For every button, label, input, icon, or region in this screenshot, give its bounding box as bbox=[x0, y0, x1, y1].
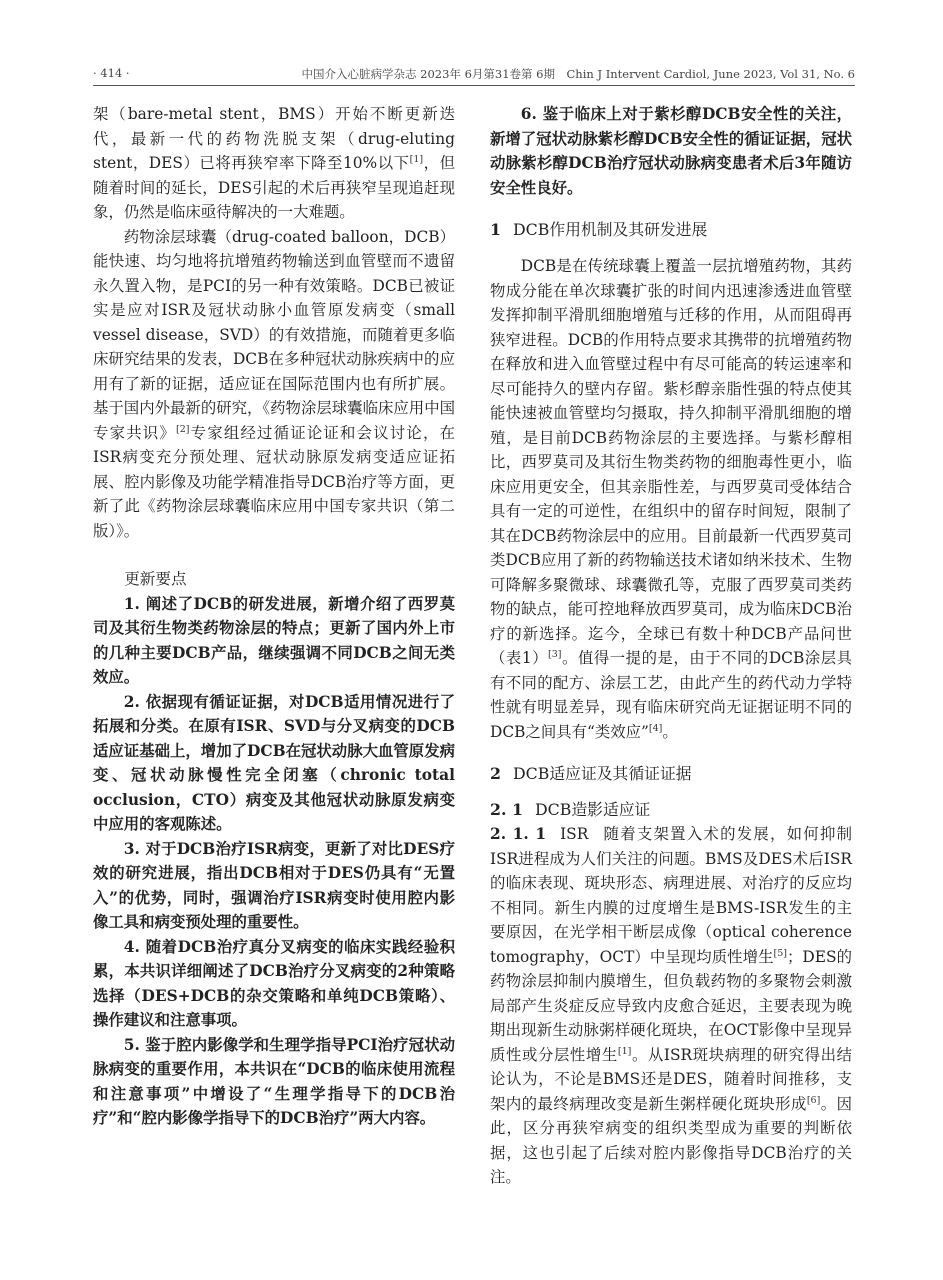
text-run: ；DES的药物涂层抑制内膜增生，但负载药物的多聚物会刺激局部产生炎症反应导致内皮愈合延迟，主要表现为晚期出现新生动脉粥样硬化斑块，在OCT影像中呈现异质性或分层性增生 bbox=[490, 947, 852, 1064]
citation-ref: [3] bbox=[548, 649, 562, 660]
spacer bbox=[490, 200, 852, 218]
subsection-title: ISR bbox=[560, 825, 589, 843]
update-points-heading: 更新要点 bbox=[124, 570, 187, 588]
update-point-1: 1. 阐述了DCB的研发进展，新增介绍了西罗莫司及其衍生物类药物涂层的特点；更新了国内外上市的几种主要DCB产品，继续强调不同DCB之间无类效应。 bbox=[93, 594, 455, 686]
text-run: 随着支架置入术的发展，如何抑制ISR进程成为人们关注的问题。BMS及DES术后ISR的临床表现、斑块形态、病理进展、对治疗的反应均不相同。新生内膜的过度增生是BMS-ISR发生的主要原因，在光学相干断层成像（optical coherence tomography，OCT）中呈现均质性增生 bbox=[490, 825, 852, 966]
text-run: 架（bare-metal stent，BMS）开始不断更新迭代，最新一代的药物洗脱支架（drug-eluting stent，DES）已将再狭窄率下降至10%以下 bbox=[93, 105, 455, 172]
page-number: · 414 · bbox=[93, 66, 130, 80]
spacer bbox=[490, 744, 852, 762]
dcb-intro-paragraph bbox=[93, 225, 455, 544]
update-point-5: 5. 鉴于腔内影像学和生理学指导PCI治疗冠状动脉病变的重要作用，本共识在“DCB的临床使用流程和注意事项”中增设了“生理学指导下的DCB治疗”和“腔内影像学指导下的DCB治疗”两大内容。 bbox=[93, 1035, 455, 1127]
subsection-number: 2. 1. 1 bbox=[490, 825, 547, 843]
citation-ref: [1] bbox=[409, 154, 424, 165]
text-run: 。从ISR斑块病理的研究得出结论认为，不论是BMS还是DES，随着时间推移，支架内的最终病理改变是新生粥样硬化斑块形成 bbox=[490, 1045, 852, 1113]
section-title: DCB适应证及其循证证据 bbox=[513, 764, 692, 783]
section-number: 2 bbox=[490, 764, 501, 783]
section-2-heading bbox=[490, 762, 852, 786]
text-run: ，但随着时间的延长，DES引起的术后再狭窄呈现追赶现象，仍然是临床亟待解决的一大难题。 bbox=[93, 154, 455, 221]
spacer bbox=[93, 543, 455, 567]
intro-paragraph-continued bbox=[93, 102, 455, 225]
citation-ref: [1] bbox=[617, 1045, 632, 1057]
spacer bbox=[490, 242, 852, 254]
citation-ref: [5] bbox=[773, 947, 788, 959]
update-point-3: 3. 对于DCB治疗ISR病变，更新了对比DES疗效的研究进展，指出DCB相对于DES仍具有“无置入”的优势，同时，强调治疗ISR病变时使用腔内影像工具和病变预处理的重要性。 bbox=[93, 839, 455, 931]
text-run: 药物涂层球囊（drug-coated balloon，DCB）能快速、均匀地将抗增殖药物输送到血管壁而不遗留永久置入物，是PCI的另一种有效策略。DCB已被证实是应对ISR及冠状动脉小血管原发病变（small vessel disease，SVD）的有效措施，而随着更多临床研究结果的发表，DCB在多种冠状动脉疾病中的应用有了新的证据，适应证在国际范围内也有所扩展。基于国内外最新的研究，《药物涂层球囊临床应用中国专家共识》 bbox=[93, 227, 455, 442]
spacer bbox=[490, 786, 852, 798]
header-rule bbox=[93, 85, 855, 86]
update-point-6: 6. 鉴于临床上对于紫杉醇DCB安全性的关注，新增了冠状动脉紫杉醇DCB安全性的循证证据，冠状动脉紫杉醇DCB治疗冠状动脉病变患者术后3年随访安全性良好。 bbox=[490, 105, 852, 197]
left-column bbox=[93, 102, 455, 1131]
right-column bbox=[490, 102, 852, 1190]
section-1-body bbox=[490, 254, 852, 744]
journal-citation: 中国介入心脏病学杂志 2023年 6月第31卷第 6期 Chin J Intervent Cardiol, June 2023, Vol 31, No. 6 bbox=[301, 67, 855, 81]
text-run: DCB是在传统球囊上覆盖一层抗增殖药物，其药物成分能在单次球囊扩张的时间内迅速渗透进血管壁发挥抑制平滑肌细胞增殖与迁移的作用，从而阻碍再狭窄进程。DCB的作用特点要求其携带的抗增殖药物在释放和进入血管壁过程中有尽可能高的转运速率和尽可能持久的壁内存留。紫杉醇亲脂性强的特点使其能快速被血管壁均匀摄取，持久抑制平滑肌细胞的增殖，是目前DCB药物涂层的主要选择。与紫杉醇相比，西罗莫司及其衍生物类药物的细胞毒性更小，临床应用更安全，但其亲脂性差，与西罗莫司受体结合具有一定的可逆性，在组织中的留存时间短，限制了其在DCB药物涂层中的应用。目前最新一代西罗莫司类DCB应用了新的药物输送技术诸如纳米技术、生物可降解多聚微球、球囊微孔等，克服了西罗莫司类药物的缺点，能可控地释放西罗莫司，成为临床DCB治疗的新选择。迄今，全球已有数十种DCB产品问世（表1） bbox=[490, 257, 852, 667]
section-title: DCB作用机制及其研发进展 bbox=[513, 220, 708, 239]
text-run: 。因此，区分再狭窄病变的组织类型成为重要的判断依据，这也引起了后续对腔内影像指导DCB治疗的关注。 bbox=[490, 1094, 852, 1186]
update-point-2: 2. 依据现有循证证据，对DCB适用情况进行了拓展和分类。在原有ISR、SVD与分叉病变的DCB适应证基础上，增加了DCB在冠状动脉大血管原发病变、冠状动脉慢性完全闭塞（chronic total occlusion，CTO）病变及其他冠状动脉原发病变中应用的客观陈述。 bbox=[93, 692, 455, 833]
text-run: 专家组经过循证论证和会议讨论，在ISR病变充分预处理、冠状动脉原发病变适应证拓展、腔内影像及功能学精准指导DCB治疗等方面，更新了此《药物涂层球囊临床应用中国专家共识（第二版）》。 bbox=[93, 423, 455, 540]
section-number: 1 bbox=[490, 220, 501, 239]
citation-ref: [2] bbox=[175, 423, 190, 435]
section-2-1-heading bbox=[490, 798, 852, 822]
text-run: 。 bbox=[662, 722, 678, 741]
section-title: DCB造影适应证 bbox=[534, 800, 651, 819]
running-header bbox=[93, 64, 855, 84]
update-point-4: 4. 随着DCB治疗真分叉病变的临床实践经验积累，本共识详细阐述了DCB治疗分叉病变的2种策略选择（DES+DCB的杂交策略和单纯DCB策略）、操作建议和注意事项。 bbox=[93, 937, 455, 1029]
citation-ref: [4] bbox=[648, 722, 663, 734]
text-run: 。值得一提的是，由于不同的DCB涂层具有不同的配方、涂层工艺，由此产生的药代动力学特性就有明显差异，现有临床研究尚无证据证明不同的DCB之间具有“类效应” bbox=[490, 649, 852, 741]
citation-ref: [6] bbox=[806, 1094, 821, 1106]
section-2-1-1-body bbox=[490, 822, 852, 1190]
section-1-heading bbox=[490, 218, 852, 242]
section-number: 2. 1 bbox=[490, 800, 523, 819]
